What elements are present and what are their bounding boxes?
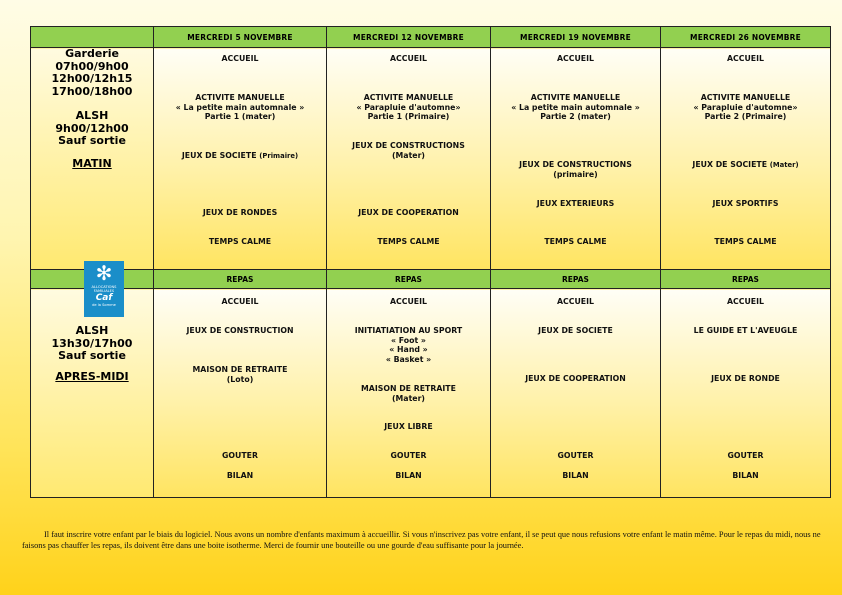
alsh-time: 9h00/12h00 — [55, 121, 129, 135]
sauf-sortie: Sauf sortie — [58, 134, 126, 147]
morning-cell-4 — [661, 48, 831, 270]
snowflake-icon: ✻ — [95, 261, 113, 285]
repas-row — [31, 270, 831, 289]
accueil: ACCUEIL — [221, 54, 259, 63]
apres-midi-label: APRES-MIDI — [55, 369, 129, 383]
activity-3: JEUX DE SOCIETE (Mater) — [692, 160, 799, 169]
header-day-4: MERCREDI 26 NOVEMBRE — [661, 27, 831, 48]
accueil: ACCUEIL — [389, 297, 427, 306]
repas-2: REPAS — [327, 270, 491, 289]
activity-3: MAISON DE RETRAITE (Loto) — [192, 365, 288, 384]
repas-1: REPAS — [154, 270, 327, 289]
activity-3: JEUX DE SOCIETE (Primaire) — [181, 151, 299, 160]
activity-3: JEUX DE CONSTRUCTIONS (primaire) — [519, 160, 632, 179]
activity-3: JEUX DE RONDE — [711, 374, 780, 383]
afternoon-side — [31, 289, 154, 498]
alsh-label: ALSH — [75, 324, 109, 337]
accueil: ACCUEIL — [726, 54, 764, 63]
gouter: GOUTER — [727, 451, 764, 460]
caf-logo: ✻ ALLOCATIONS FAMILIALES Caf de la Somme — [84, 261, 124, 317]
bilan: BILAN — [226, 471, 254, 480]
morning-cell-3 — [491, 48, 661, 270]
manual-activity: ACTIVITE MANUELLE « La petite main automnale » Partie 1 (mater) — [175, 93, 305, 121]
afternoon-row — [31, 289, 831, 498]
header-day-1: MERCREDI 5 NOVEMBRE — [154, 27, 327, 48]
activity-5: TEMPS CALME — [208, 237, 272, 246]
garderie-time-2: 12h00/12h15 — [51, 72, 133, 85]
sport-initiation: INITIATIATION AU SPORT « Foot » « Hand » « Basket » — [354, 326, 463, 364]
accueil: ACCUEIL — [556, 54, 594, 63]
activity-3: JEUX DE CONSTRUCTIONS (Mater) — [352, 141, 465, 160]
morning-side — [31, 48, 154, 270]
alsh-time: 13h30/17h00 — [51, 336, 133, 350]
morning-row — [31, 48, 831, 270]
manual-activity: ACTIVITE MANUELLE « Parapluie d'automne» Partie 2 (Primaire) — [693, 93, 798, 121]
bilan: BILAN — [395, 471, 422, 480]
manual-activity: ACTIVITE MANUELLE « Parapluie d'automne» Partie 1 (Primaire) — [356, 93, 461, 121]
jeux-libre: JEUX LIBRE — [384, 422, 433, 431]
garderie-time-3: 17h00/18h00 — [51, 84, 133, 98]
repas-4: REPAS — [661, 270, 831, 289]
activity-5: TEMPS CALME — [377, 237, 440, 246]
activity-2: JEUX DE CONSTRUCTION — [186, 326, 294, 335]
bilan: BILAN — [562, 471, 589, 480]
activity-2: JEUX DE SOCIETE — [538, 326, 613, 335]
info-note: Il faut inscrire votre enfant par le biais du logiciel. Nous avons un nombre d'enfants maximum à accueillir. Si vous n'inscrivez pas votre enfant, il se peut que nous refusions votre enfant le matin même. Pour le repas du midi, nous ne faisons pas chauffer les repas, ils doivent être dans une boite isotherme. Merci de fournir une bouteille ou une gourde d'eau suffisante pour la journée. — [22, 530, 821, 550]
morning-cell-1 — [154, 48, 327, 270]
afternoon-cell-1 — [154, 289, 327, 498]
gouter: GOUTER — [390, 451, 427, 460]
activity-4: JEUX EXTERIEURS — [536, 199, 615, 208]
accueil: ACCUEIL — [221, 297, 259, 306]
alsh-label: ALSH — [75, 109, 109, 122]
maison-retraite: MAISON DE RETRAITE (Mater) — [361, 384, 456, 403]
accueil: ACCUEIL — [726, 297, 764, 306]
activity-4: JEUX DE RONDES — [202, 208, 278, 217]
bilan: BILAN — [732, 471, 759, 480]
header-row — [31, 27, 831, 48]
morning-cell-2 — [327, 48, 491, 270]
activity-4: JEUX SPORTIFS — [712, 199, 779, 208]
planning-table — [30, 26, 831, 498]
accueil: ACCUEIL — [556, 297, 594, 306]
accueil: ACCUEIL — [389, 54, 427, 63]
activity-2: LE GUIDE ET L'AVEUGLE — [693, 326, 798, 335]
header-empty — [31, 27, 154, 48]
gouter: GOUTER — [221, 451, 258, 460]
afternoon-cell-2 — [327, 289, 491, 498]
activity-3: JEUX DE COOPERATION — [525, 374, 626, 383]
activity-5: TEMPS CALME — [544, 237, 607, 246]
sauf-sortie: Sauf sortie — [58, 349, 126, 362]
header-day-2: MERCREDI 12 NOVEMBRE — [327, 27, 491, 48]
gouter: GOUTER — [557, 451, 594, 460]
header-day-3: MERCREDI 19 NOVEMBRE — [491, 27, 661, 48]
repas-3: REPAS — [491, 270, 661, 289]
afternoon-cell-4 — [661, 289, 831, 498]
garderie-time-1: 07h00/9h00 — [55, 59, 129, 73]
garderie-label: Garderie — [65, 47, 119, 60]
matin-label: MATIN — [72, 156, 112, 170]
afternoon-cell-3 — [491, 289, 661, 498]
activity-5: TEMPS CALME — [714, 237, 777, 246]
manual-activity: ACTIVITE MANUELLE « La petite main automnale » Partie 2 (mater) — [511, 93, 640, 121]
activity-4: JEUX DE COOPERATION — [358, 208, 459, 217]
